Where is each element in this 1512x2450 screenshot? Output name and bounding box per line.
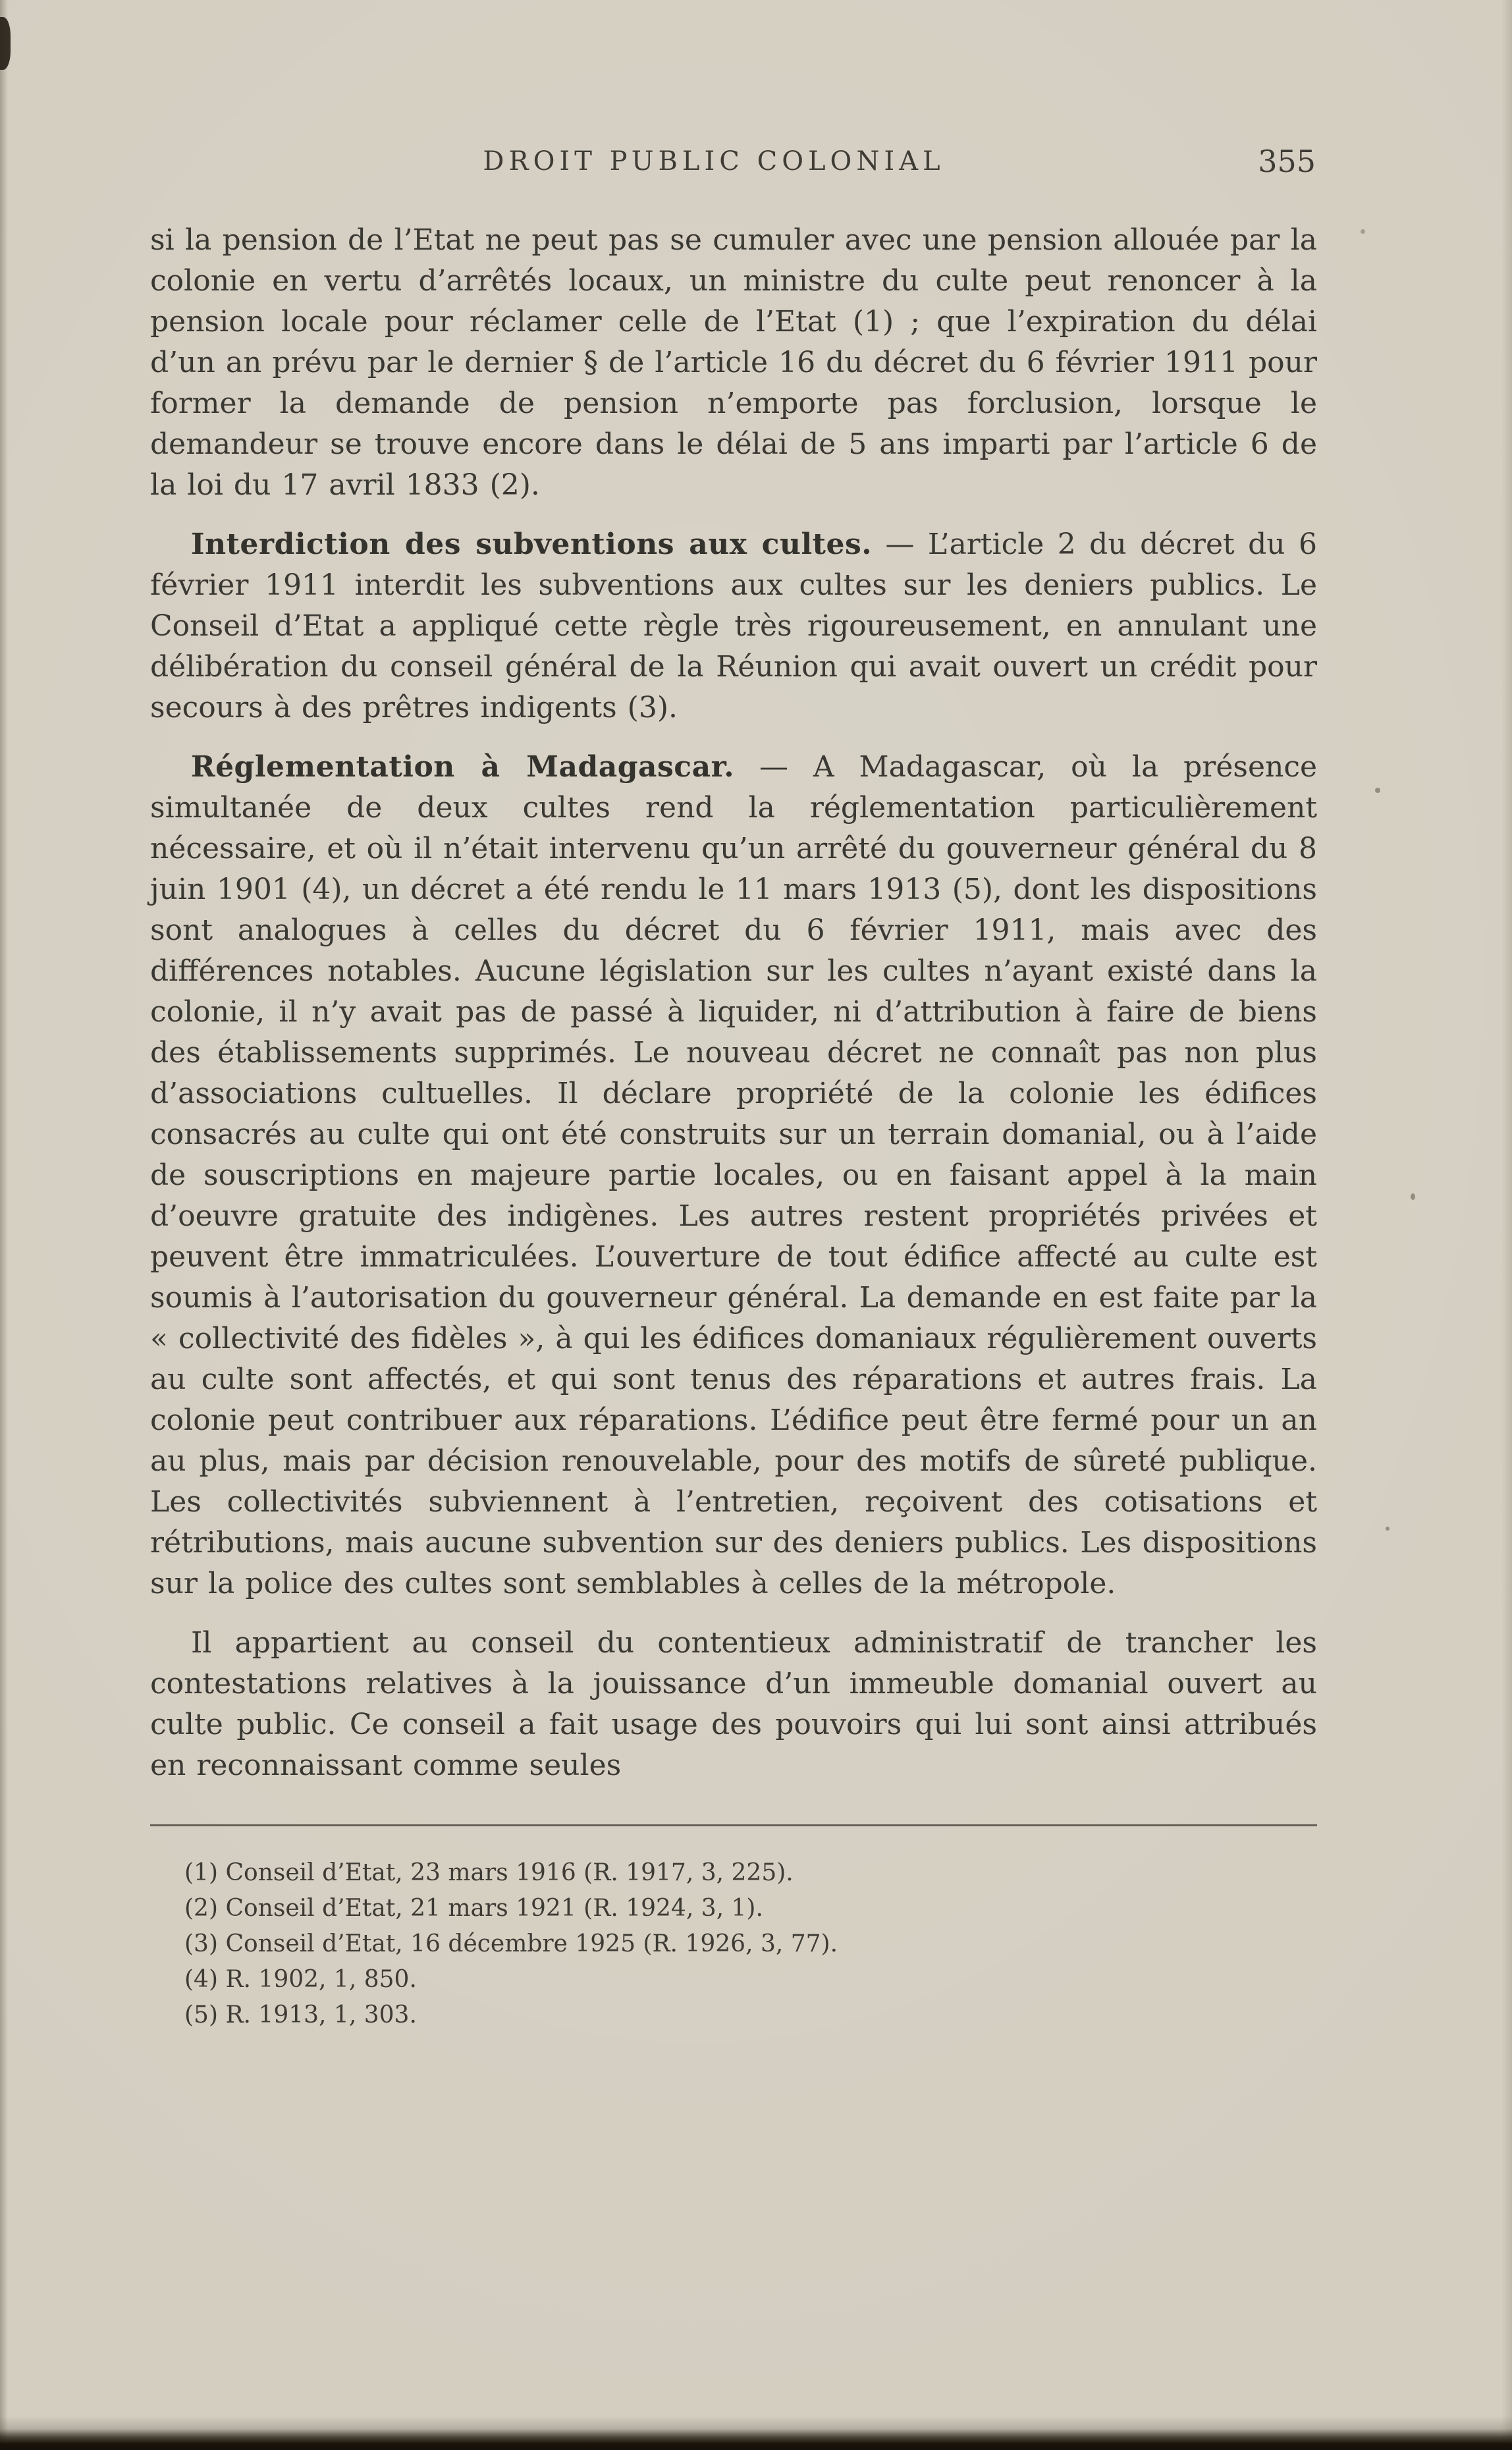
footnotes-block [150,1855,1317,2033]
running-head-title: DROIT PUBLIC COLONIAL [483,146,945,177]
paragraph-text: — A Madagascar, où la présence simultanée de deux cultes rend la réglementation particulièrement nécessaire, et où il n’était intervenu qu’un arrêté du gouverneur général du 8 juin 1901 (4), un décret a été rendu le 11 mars 1913 (5), dont les dispositions sont analogues à celles du décret du 6 février 1911, mais avec des différences notables. Aucune législation sur les cultes n’ayant existé dans la colonie, il n’y avait pas de passé à liquider, ni d’attribution à faire de biens des établissements supprimés. Le nouveau décret ne connaît pas non plus d’associations cultuelles. Il déclare propriété de la colonie les édifices consacrés au culte qui ont été construits sur un terrain domanial, ou à l’aide de souscriptions en majeure partie locales, ou en faisant appel à la main d’oeuvre gratuite des indigènes. Les autres restent propriétés privées et peuvent être immatriculées. L’ouverture de tout édifice affecté au culte est soumis à l’autorisation du gouverneur général. La demande en est faite par la « collectivité des fidèles », à qui les édifices domaniaux régulièrement ouverts au culte sont affectés, et qui sont tenus des réparations et autres frais. La colonie peut contribuer aux réparations. L’édifice peut être fermé pour un an au plus, mais par décision renouvelable, pour des motifs de sûreté publique. Les collectivités subviennent à l’entretien, reçoivent des cotisations et rétributions, mais aucune subvention sur des deniers publics. Les dispositions sur la police des cultes sont semblables à celles de la métropole. [150,750,1317,1600]
paragraph-text: Il appartient au conseil du contentieux administratif de trancher les contestations relatives à la jouissance d’un immeuble domanial ouvert au culte public. Ce conseil a fait usage des pouvoirs qui lui sont ainsi attribués en reconnaissant comme seules [150,1626,1317,1782]
scan-artifact-bottom-edge [0,2416,1512,2450]
page-number: 355 [1258,144,1316,179]
paper-speck [1386,1527,1390,1531]
scan-artifact-top-left [0,17,11,70]
running-head [150,146,1317,188]
paragraph [150,1623,1317,1786]
paper-speck [1411,1193,1415,1200]
footnote: (3) Conseil d’Etat, 16 décembre 1925 (R. 1926, 3, 77). [184,1930,838,1957]
footnote: (2) Conseil d’Etat, 21 mars 1921 (R. 1924, 3, 1). [184,1895,763,1922]
footnote: (5) R. 1913, 1, 303. [184,2001,417,2028]
paragraph [150,220,1317,506]
paragraph-text: si la pension de l’Etat ne peut pas se cumuler avec une pension allouée par la colonie en vertu d’arrêtés locaux, un ministre du culte peut renoncer à la pension locale pour réclamer celle de l’Etat (1) ; que l’expiration du délai d’un an prévu par le dernier § de l’article 16 du décret du 6 février 1911 pour former la demande de pension n’emporte pas forclusion, lorsque le demandeur se trouve encore dans le délai de 5 ans imparti par l’article 6 de la loi du 17 avril 1833 (2). [150,223,1317,502]
paper-speck [1361,229,1365,234]
footnote: (4) R. 1902, 1, 850. [184,1966,417,1993]
footnote-rule [150,1824,1317,1826]
paragraph [150,524,1317,728]
footnote: (1) Conseil d’Etat, 23 mars 1916 (R. 1917, 3, 225). [184,1859,794,1886]
paper-speck [1375,788,1380,793]
page-left-edge-shadow [0,0,8,2450]
paragraph-text: — L’article 2 du décret du 6 février 1911 interdit les subventions aux cultes sur les deniers publics. Le Conseil d’Etat a appliqué cette règle très rigoureusement, en annulant une délibération du conseil général de la Réunion qui avait ouvert un crédit pour secours à des prêtres indigents (3). [150,528,1317,724]
page-text-block [150,146,1317,2033]
page-right-edge-shadow [1501,0,1512,2450]
paragraph [150,747,1317,1604]
paragraph-lead: Interdiction des subventions aux cultes. [191,528,873,561]
paragraph-lead: Réglementation à Madagascar. [191,750,735,784]
